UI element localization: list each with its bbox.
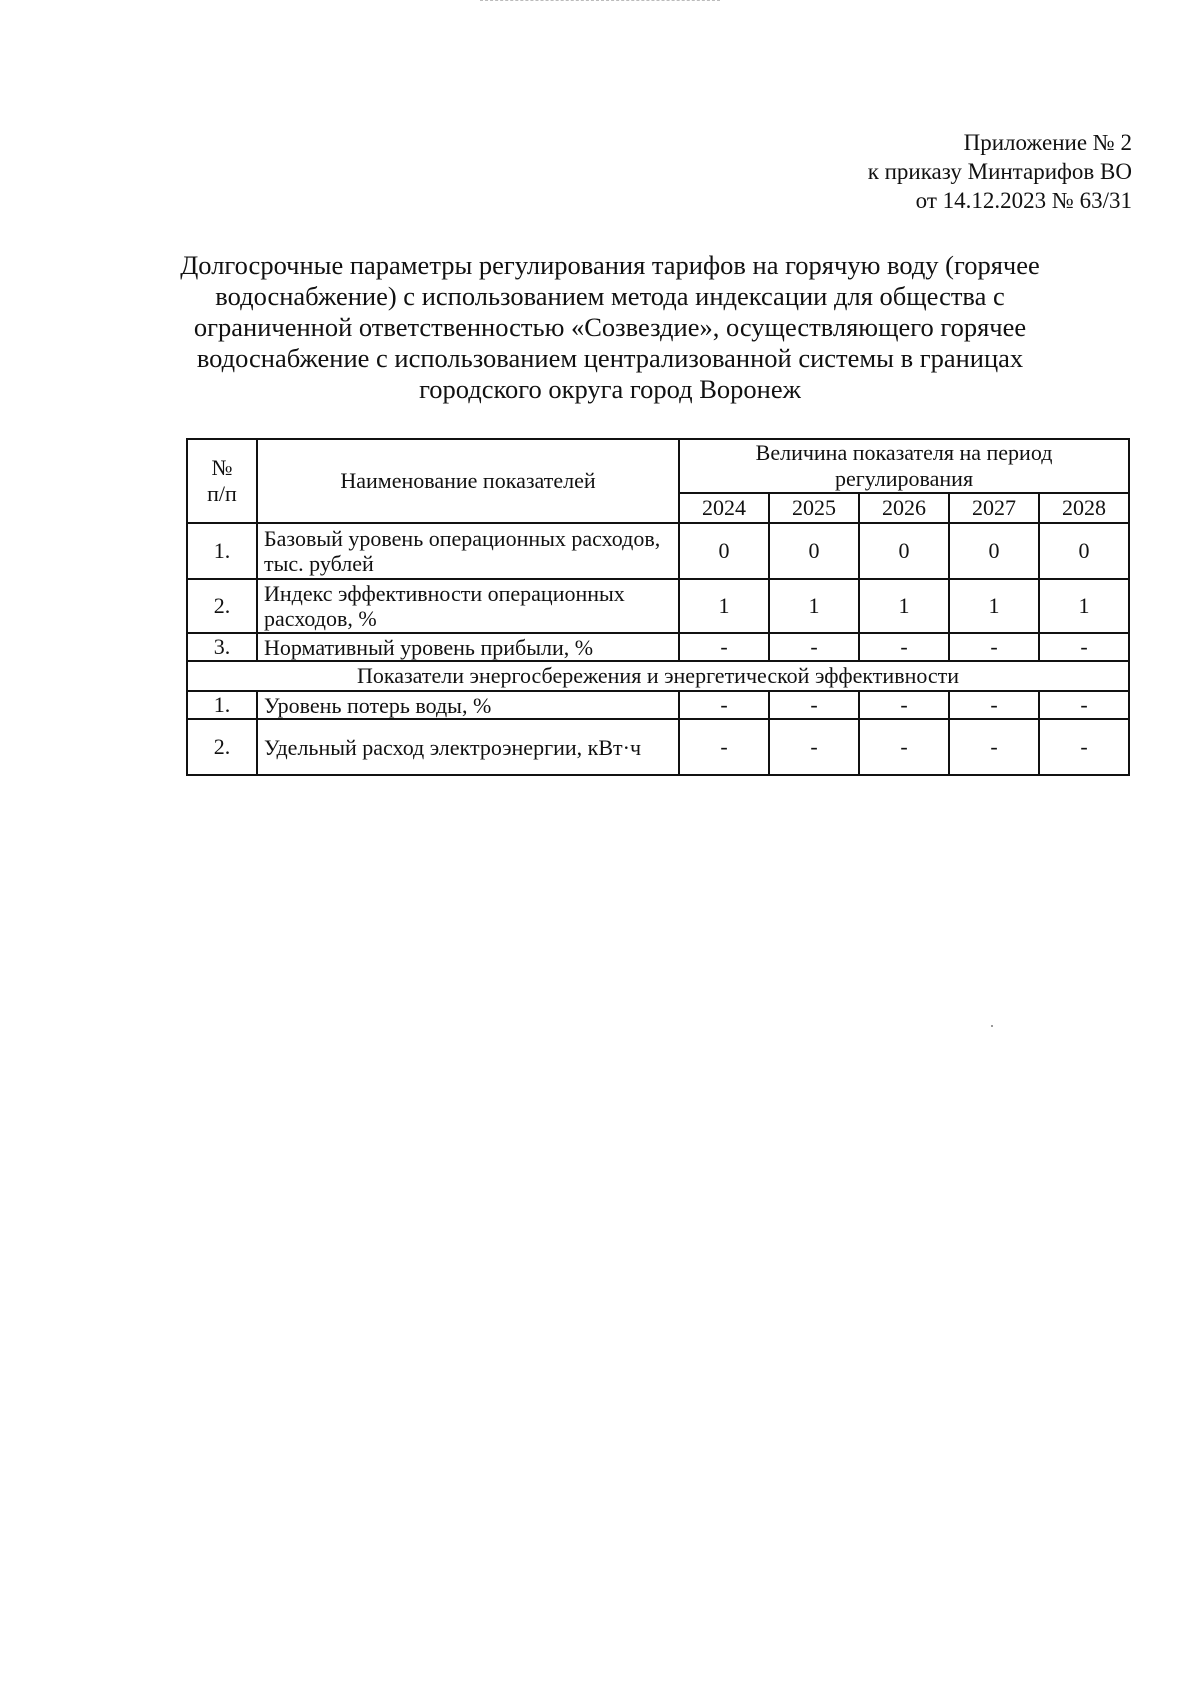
header-year: 2028 bbox=[1039, 493, 1129, 523]
title-line: водоснабжение) с использованием метода индексации для общества с bbox=[215, 281, 1005, 311]
table-row bbox=[187, 633, 1129, 661]
row-value: 0 bbox=[769, 523, 859, 579]
row-value: - bbox=[949, 633, 1039, 661]
row-number: 1. bbox=[187, 691, 257, 719]
header-year: 2027 bbox=[949, 493, 1039, 523]
row-indicator-name: Удельный расход электроэнергии, кВт·ч bbox=[257, 719, 679, 775]
appendix-date: от 14.12.2023 № 63/31 bbox=[915, 188, 1132, 213]
row-value: - bbox=[679, 633, 769, 661]
row-value: - bbox=[1039, 719, 1129, 775]
row-value: 0 bbox=[1039, 523, 1129, 579]
row-value: - bbox=[679, 719, 769, 775]
parameters-table bbox=[186, 438, 1130, 776]
row-value: - bbox=[859, 633, 949, 661]
header-year: 2025 bbox=[769, 493, 859, 523]
header-number-sign: № bbox=[211, 455, 233, 480]
row-value: - bbox=[679, 691, 769, 719]
row-value: 1 bbox=[949, 579, 1039, 633]
row-value: - bbox=[769, 633, 859, 661]
appendix-order: к приказу Минтарифов ВО bbox=[867, 159, 1132, 184]
row-indicator-name: Нормативный уровень прибыли, % bbox=[257, 633, 679, 661]
row-value: 1 bbox=[1039, 579, 1129, 633]
table-row bbox=[187, 579, 1129, 633]
table-row bbox=[187, 691, 1129, 719]
section-row bbox=[187, 661, 1129, 691]
scan-edge-mark bbox=[480, 0, 720, 1]
row-indicator-name: Индекс эффективности операционных расходов, % bbox=[257, 579, 679, 633]
row-value: - bbox=[859, 691, 949, 719]
header-year: 2024 bbox=[679, 493, 769, 523]
row-value: 1 bbox=[679, 579, 769, 633]
appendix-number: Приложение № 2 bbox=[963, 130, 1132, 155]
header-period: Величина показателя на период регулирования bbox=[679, 439, 1129, 493]
title-line: ограниченной ответственностью «Созвездие», осуществляющего горячее bbox=[193, 312, 1027, 342]
row-value: 1 bbox=[859, 579, 949, 633]
row-number: 1. bbox=[187, 523, 257, 579]
row-value: - bbox=[1039, 691, 1129, 719]
row-value: 0 bbox=[859, 523, 949, 579]
row-value: 1 bbox=[769, 579, 859, 633]
row-number: 2. bbox=[187, 719, 257, 775]
row-number: 3. bbox=[187, 633, 257, 661]
table-row bbox=[187, 719, 1129, 775]
scan-speck bbox=[991, 1025, 993, 1027]
row-value: - bbox=[949, 691, 1039, 719]
row-indicator-name: Уровень потерь воды, % bbox=[257, 691, 679, 719]
table-row bbox=[187, 523, 1129, 579]
row-value: - bbox=[769, 691, 859, 719]
header-number-abbr: п/п bbox=[207, 481, 237, 506]
row-value: 0 bbox=[679, 523, 769, 579]
title-line: водоснабжение с использованием централизованной системы в границах bbox=[196, 343, 1024, 373]
document-title bbox=[150, 250, 1070, 405]
table-header-row bbox=[187, 439, 1129, 493]
row-number: 2. bbox=[187, 579, 257, 633]
title-line: городского округа город Воронеж bbox=[419, 374, 801, 404]
header-year: 2026 bbox=[859, 493, 949, 523]
row-value: - bbox=[769, 719, 859, 775]
appendix-reference bbox=[868, 128, 1132, 215]
row-value: 0 bbox=[949, 523, 1039, 579]
section-title: Показатели энергосбережения и энергетической эффективности bbox=[187, 661, 1129, 691]
title-line: Долгосрочные параметры регулирования тарифов на горячую воду (горячее bbox=[180, 250, 1040, 280]
row-value: - bbox=[949, 719, 1039, 775]
row-indicator-name: Базовый уровень операционных расходов, тыс. рублей bbox=[257, 523, 679, 579]
header-number bbox=[187, 439, 257, 523]
row-value: - bbox=[1039, 633, 1129, 661]
header-indicator-name: Наименование показателей bbox=[257, 439, 679, 523]
row-value: - bbox=[859, 719, 949, 775]
